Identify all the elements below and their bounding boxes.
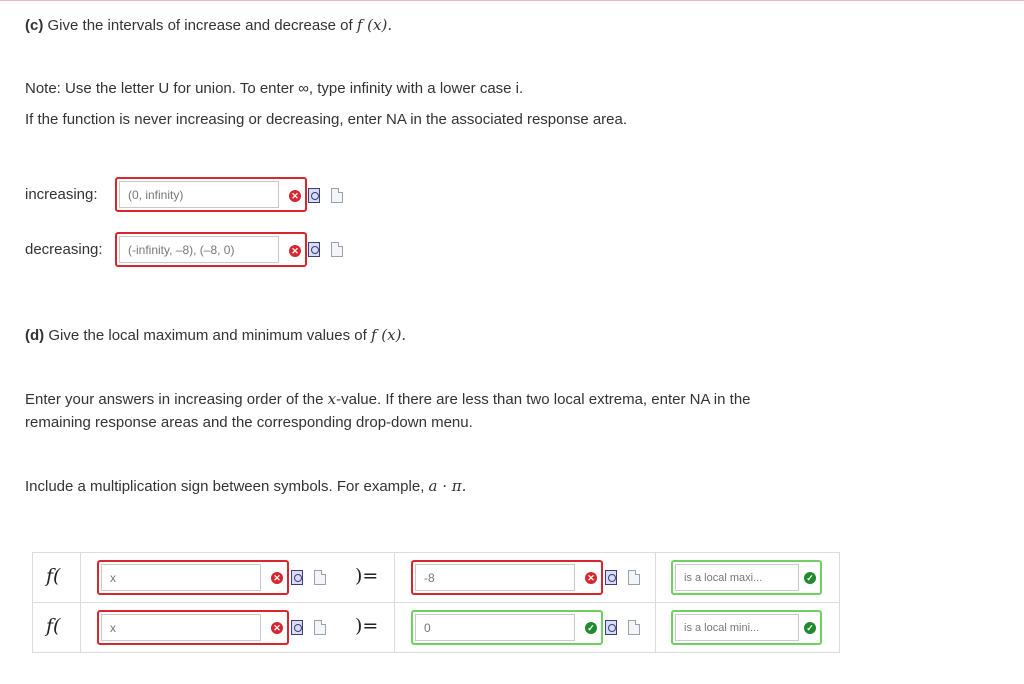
incorrect-icon: ✕ xyxy=(289,245,301,257)
part-d-prompt: Give the local maximum and minimum values of xyxy=(48,327,367,344)
incorrect-icon: ✕ xyxy=(271,622,283,634)
part-c-prompt: Give the intervals of increase and decrease of xyxy=(47,17,353,34)
answer-history-icon[interactable] xyxy=(331,188,343,203)
multiplication-note: Include a multiplication sign between symbols. For example, a · π. xyxy=(25,477,467,495)
part-c-math: f (x). xyxy=(356,16,393,34)
infinity-symbol: ∞ xyxy=(298,80,309,97)
answer-history-icon[interactable] xyxy=(331,242,343,257)
correct-icon: ✓ xyxy=(585,622,597,634)
incorrect-icon: ✕ xyxy=(271,572,283,584)
function-label: f( xyxy=(46,615,61,637)
y-input[interactable]: 0 xyxy=(415,614,575,641)
order-instruction: Enter your answers in increasing order of the x-value. If there are less than two local extrema, enter NA in the xyxy=(25,390,751,408)
union-note: Note: Use the letter U for union. To enter ∞, type infinity with a lower case i. xyxy=(25,80,524,97)
answer-preview-icon[interactable] xyxy=(605,620,617,635)
na-note: If the function is never increasing or decreasing, enter NA in the associated response area. xyxy=(25,111,628,128)
answer-history-icon[interactable] xyxy=(628,570,640,585)
equals-label: )= xyxy=(355,565,379,587)
decreasing-label: decreasing: xyxy=(25,241,103,258)
answer-history-icon[interactable] xyxy=(314,620,326,635)
answer-preview-icon[interactable] xyxy=(605,570,617,585)
part-d-heading xyxy=(25,326,406,344)
order-instruction-line2: remaining response areas and the corresponding drop-down menu. xyxy=(25,414,473,431)
incorrect-icon: ✕ xyxy=(289,190,301,202)
incorrect-icon: ✕ xyxy=(585,572,597,584)
answer-history-icon[interactable] xyxy=(314,570,326,585)
equals-label: )= xyxy=(355,615,379,637)
part-d-math: f (x). xyxy=(370,326,407,344)
x-input[interactable]: x xyxy=(101,564,261,591)
answer-history-icon[interactable] xyxy=(628,620,640,635)
answer-preview-icon[interactable] xyxy=(308,188,320,203)
extrema-type-dropdown[interactable]: is a local mini... xyxy=(675,614,799,641)
part-c-heading xyxy=(25,16,392,34)
correct-icon: ✓ xyxy=(804,572,816,584)
top-divider xyxy=(0,0,1024,1)
decreasing-input[interactable]: (-infinity, –8), (–8, 0) xyxy=(119,236,279,263)
part-c-label: (c) xyxy=(25,17,44,34)
part-d-label: (d) xyxy=(25,327,45,344)
function-label: f( xyxy=(46,565,61,587)
extrema-type-dropdown[interactable]: is a local maxi... xyxy=(675,564,799,591)
answer-preview-icon[interactable] xyxy=(291,570,303,585)
increasing-label: increasing: xyxy=(25,186,98,203)
answer-preview-icon[interactable] xyxy=(291,620,303,635)
x-input[interactable]: x xyxy=(101,614,261,641)
answer-preview-icon[interactable] xyxy=(308,242,320,257)
increasing-input[interactable]: (0, infinity) xyxy=(119,181,279,208)
correct-icon: ✓ xyxy=(804,622,816,634)
y-input[interactable]: -8 xyxy=(415,564,575,591)
